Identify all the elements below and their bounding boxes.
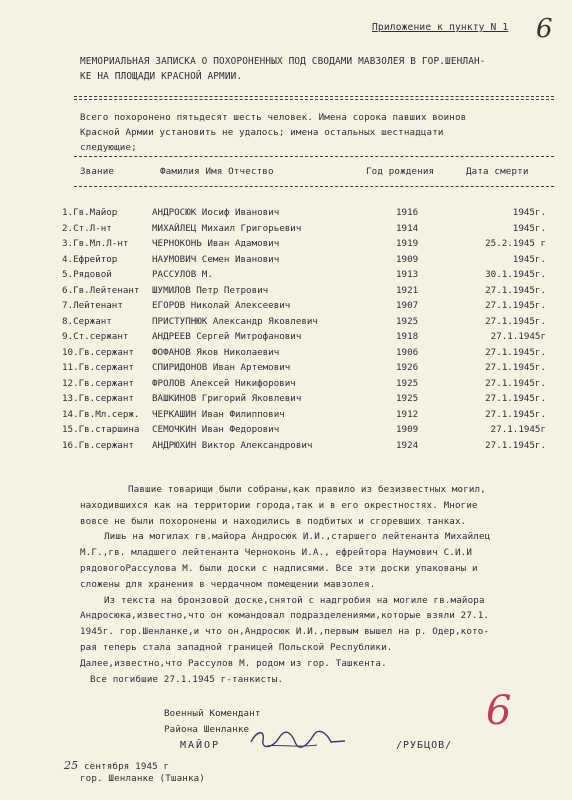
row-death-date: 1945г. — [512, 222, 546, 234]
row-death-date: 27.1.1945г. — [485, 408, 546, 420]
row-birth-year: 1909 — [396, 253, 419, 265]
intro-line-2: Красной Армии установить не удалось; имена остальных шестнадцати — [80, 127, 444, 138]
row-birth-year: 1914 — [396, 222, 419, 234]
row-death-date: 25.2.1945 г — [485, 238, 546, 249]
signature-title-line-1: Военный Комендант — [164, 708, 261, 719]
intro-line-1: Всего похоронено пятьдесят шесть человек. Имена сорока павших воинов — [80, 112, 467, 123]
row-death-date: 27.1.1945г. — [485, 393, 546, 404]
row-birth-year: 1925 — [396, 377, 419, 389]
row-fullname: ФОФАНОВ Яков Николаевич — [152, 346, 280, 358]
row-rank: 12.Гв.сержант — [62, 377, 134, 389]
table-top-rule — [74, 156, 554, 157]
row-rank: 9.Ст.сержант — [62, 331, 129, 342]
body-line: Из текста на бронзовой доске,снятой с надгробия на могиле гв.майора — [104, 594, 485, 606]
row-birth-year: 1925 — [396, 393, 419, 404]
row-fullname: СПИРИДОНОВ Иван Артемович — [152, 362, 291, 373]
row-death-date: 27.1.1945г. — [485, 346, 546, 358]
handwritten-signature — [247, 724, 347, 754]
signature-date-rest: сентября 1945 г — [84, 761, 170, 772]
row-birth-year: 1919 — [396, 238, 419, 249]
row-rank: 2.Ст.Л-нт — [62, 222, 112, 234]
table-header-rule — [74, 186, 554, 187]
row-death-date: 27.1.1945г. — [485, 439, 546, 451]
row-fullname: РАССУЛОВ М. — [152, 269, 213, 280]
row-fullname: АНДРЮХИН Виктор Александрович — [152, 439, 313, 451]
signature-date-day: 25 — [64, 759, 79, 772]
row-birth-year: 1909 — [396, 424, 419, 435]
intro-line-3: следующие; — [80, 142, 137, 153]
signature-rank: МАЙОР — [180, 740, 221, 751]
title-separator-2 — [74, 99, 554, 100]
body-line: 1945г. гор.Шенланке,и что он,Андросюк И.И.,первым вышел на р. Одер,кото- — [80, 626, 490, 638]
table-header-birth-year: Год рождения — [366, 166, 435, 177]
row-rank: 16.Гв.сержант — [62, 439, 134, 451]
row-rank: 15.Гв.старшина — [62, 424, 140, 435]
red-pencil-mark: 6 — [486, 688, 512, 734]
row-fullname: ЕГОРОВ Николай Алексеевич — [152, 300, 291, 311]
row-rank: 8.Сержант — [62, 315, 112, 327]
body-line: сложены для хранения в чердачном помещении мавзолея. — [80, 578, 376, 590]
row-fullname: СЕМОЧКИН Иван Федорович — [152, 424, 280, 435]
row-rank: 13.Гв.сержант — [62, 393, 134, 404]
row-fullname: ЧЕРКАШИН Иван Филиппович — [152, 408, 285, 420]
row-death-date: 27.1.1945г. — [485, 377, 546, 389]
signature-date — [64, 760, 169, 772]
row-rank: 3.Гв.Мл.Л-нт — [62, 238, 129, 249]
row-fullname: ЧЕРНОКОНЬ Иван Адамович — [152, 238, 280, 249]
row-fullname: ПРИСТУПНЮК Александр Яковлевич — [152, 315, 318, 327]
row-fullname: АНДРЕЕВ Сергей Митрофанович — [152, 331, 302, 342]
row-death-date: 27.1.1945г. — [485, 362, 546, 373]
row-death-date: 27.1.1945г — [490, 331, 546, 342]
body-line: вовсе не были похоронены и находились в подбитых и сгоревших танках. — [80, 515, 467, 527]
title-line-1: МЕМОРИАЛЬНАЯ ЗАПИСКА О ПОХОРОНЕННЫХ ПОД СВОДАМИ МАВЗОЛЕЯ В ГОР.ШЕНЛАН- — [80, 56, 486, 67]
title-separator — [74, 96, 554, 97]
row-rank: 14.Гв.Мл.серж. — [62, 408, 140, 420]
handwritten-corner-mark: 6 — [536, 14, 553, 44]
row-birth-year: 1924 — [396, 439, 419, 451]
body-line: рядовогоРассулова М. были доски с надписями. Все эти доски упакованы и — [80, 563, 478, 574]
row-rank: 6.Гв.Лейтенант — [62, 284, 140, 296]
row-rank: 4.Ефрейтор — [62, 253, 118, 265]
row-death-date: 30.1.1945г. — [485, 269, 546, 280]
row-death-date: 27.1.1945г. — [485, 315, 546, 327]
row-death-date: 27.1.1945г. — [485, 284, 546, 296]
row-fullname: ФРОЛОВ Алексей Никифорович — [152, 377, 296, 389]
body-line: находившихся как на территории города,так и в его окрестностях. Многие — [80, 499, 478, 511]
row-fullname: ВАШКИНОВ Григорий Яковлевич — [152, 393, 302, 404]
body-line: Все погибшие 27.1.1945 г-танкисты. — [90, 673, 284, 685]
table-header-death-date: Дата смерти — [466, 166, 529, 177]
signature-place: гор. Шенланке (Тшанка) — [80, 773, 205, 784]
row-birth-year: 1916 — [396, 207, 419, 218]
row-rank: 5.Рядовой — [62, 269, 112, 280]
title-line-2: КЕ НА ПЛОЩАДИ КРАСНОЙ АРМИИ. — [80, 71, 243, 82]
table-header-rank: Звание — [80, 166, 115, 177]
row-death-date: 1945г. — [512, 253, 546, 265]
row-birth-year: 1926 — [396, 362, 419, 373]
row-death-date: 1945г. — [512, 207, 546, 218]
row-death-date: 27.1.1945г — [490, 424, 546, 435]
row-birth-year: 1921 — [396, 284, 419, 296]
signature-title-line-2: Района Шенланке — [164, 724, 250, 735]
body-line: рая теперь стала западной границей Польской Республики. — [80, 642, 393, 653]
row-fullname: ШУМИЛОВ Петр Петрович — [152, 284, 269, 296]
row-rank: 1.Гв.Майор — [62, 207, 118, 218]
row-rank: 7.Лейтенант — [62, 300, 123, 311]
row-birth-year: 1925 — [396, 315, 419, 327]
row-fullname: НАУМОВИЧ Семен Иванович — [152, 253, 280, 265]
row-birth-year: 1918 — [396, 331, 419, 342]
signature-name: /РУБЦОВ/ — [396, 740, 453, 751]
body-line: Павшие товарищи были собраны,как правило из безизвестных могил, — [128, 484, 486, 495]
body-line: Андросюка,известно,что он командовал подразделениями,которые взяли 27.1. — [80, 610, 490, 622]
row-fullname: АНДРОСЮК Иосиф Иванович — [152, 207, 280, 218]
row-death-date: 27.1.1945г. — [485, 300, 546, 311]
row-birth-year: 1913 — [396, 269, 419, 280]
row-fullname: МИХАЙЛЕЦ Михаил Григорьевич — [152, 222, 302, 234]
row-birth-year: 1906 — [396, 346, 419, 358]
row-birth-year: 1907 — [396, 300, 419, 311]
row-rank: 11.Гв.сержант — [62, 362, 134, 373]
row-rank: 10.Гв.сержант — [62, 346, 134, 358]
appendix-label: Приложение к пункту N 1 — [372, 22, 509, 33]
body-line: Далее,известно,что Рассулов М. родом из гор. Ташкента. — [80, 657, 387, 669]
body-line: Лишь на могилах гв.майора Андросюк И.И.,старшего лейтенанта Михайлец — [104, 531, 491, 543]
body-line: М.Г.,гв. младшего лейтенанта Черноконь И.А., ефрейтора Наумович С.И.И — [80, 547, 473, 559]
table-header-name: Фамилия Имя Отчество — [160, 166, 274, 177]
row-birth-year: 1912 — [396, 408, 419, 420]
